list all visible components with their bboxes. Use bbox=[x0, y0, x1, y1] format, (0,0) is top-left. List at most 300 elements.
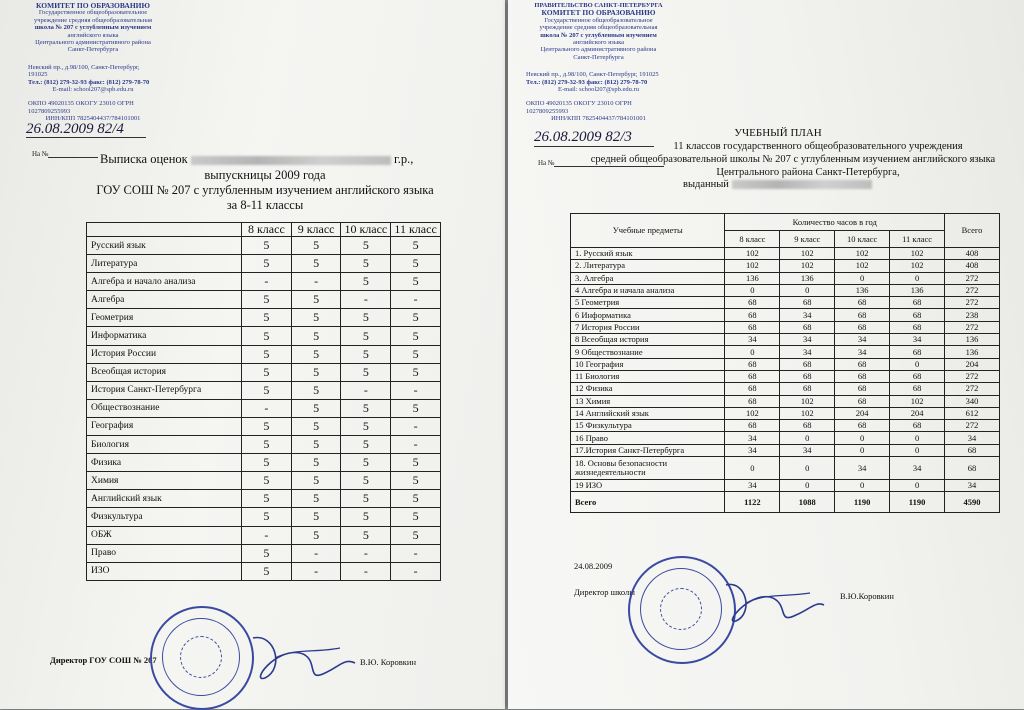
grade-cell: 5 bbox=[291, 237, 341, 255]
plan-subtitle: средней общеобразовательной школы № 207 с углубленным изучением английского языка bbox=[590, 154, 996, 165]
grades-header-row bbox=[87, 223, 441, 237]
hours-cell: 34 bbox=[725, 432, 780, 444]
grade-cell: - bbox=[391, 381, 441, 399]
subjects-header: Учебные предметы bbox=[571, 214, 725, 248]
subject-cell: Химия bbox=[87, 472, 242, 490]
grade-cell: 5 bbox=[341, 472, 391, 490]
subject-cell: 14 Английский язык bbox=[571, 407, 725, 419]
school-header-stamp bbox=[526, 2, 671, 123]
grade-cell: 5 bbox=[291, 399, 341, 417]
subject-cell: Физика bbox=[87, 454, 242, 472]
grade-cell: 5 bbox=[341, 399, 391, 417]
total-cell: 238 bbox=[945, 309, 1000, 321]
doc-title-line3: ГОУ СОШ № 207 с углубленным изучением английского языка bbox=[96, 183, 434, 197]
table-row bbox=[571, 358, 1000, 370]
total-hours-cell: 1190 bbox=[835, 492, 890, 513]
school-codes: ИНН/КПП 7825404437/784101001 bbox=[551, 115, 646, 123]
grade-cell: 5 bbox=[242, 345, 292, 363]
hours-cell: 0 bbox=[725, 457, 780, 480]
grade-cell: 5 bbox=[391, 490, 441, 508]
hours-cell: 102 bbox=[725, 248, 780, 260]
table-row bbox=[87, 237, 441, 255]
grade-cell: 5 bbox=[391, 273, 441, 291]
school-email: E-mail: school207@spb.edu.ru bbox=[558, 86, 639, 94]
hours-cell: 68 bbox=[725, 370, 780, 382]
grade-header: 9 класс bbox=[780, 231, 835, 248]
hours-cell: 68 bbox=[890, 321, 945, 333]
subject-cell: 17.История Санкт-Петербурга bbox=[571, 444, 725, 456]
hours-cell: 204 bbox=[835, 407, 890, 419]
grade-col-header: 11 класс bbox=[391, 223, 441, 237]
table-row bbox=[87, 273, 441, 291]
table-row bbox=[571, 370, 1000, 382]
hours-cell: 68 bbox=[725, 395, 780, 407]
hours-cell: 136 bbox=[890, 284, 945, 296]
table-row bbox=[571, 420, 1000, 432]
hours-cell: 136 bbox=[835, 284, 890, 296]
table-row bbox=[87, 526, 441, 544]
school-line: Государственное общеобразовательное bbox=[544, 16, 653, 24]
hours-cell: 34 bbox=[725, 444, 780, 456]
subject-cell: 19 ИЗО bbox=[571, 480, 725, 492]
hours-cell: 68 bbox=[835, 383, 890, 395]
total-cell: 68 bbox=[945, 444, 1000, 456]
school-seal bbox=[150, 606, 254, 710]
grade-cell: 5 bbox=[391, 237, 441, 255]
school-line: Санкт-Петербурга bbox=[573, 53, 624, 61]
total-cell: 408 bbox=[945, 260, 1000, 272]
hours-cell: 102 bbox=[780, 248, 835, 260]
grade-cell: 5 bbox=[242, 562, 292, 580]
school-address: Невский пр., д.98/100, Санкт-Петербург, 191025 bbox=[28, 63, 140, 79]
total-cell: 136 bbox=[945, 346, 1000, 358]
total-hours-cell: 1088 bbox=[780, 492, 835, 513]
hours-cell: 136 bbox=[780, 272, 835, 284]
hours-cell: 34 bbox=[780, 309, 835, 321]
grade-cell: 5 bbox=[341, 454, 391, 472]
subject-cell: 16 Право bbox=[571, 432, 725, 444]
table-row bbox=[87, 508, 441, 526]
table-row bbox=[87, 490, 441, 508]
table-row bbox=[571, 444, 1000, 456]
doc-title-line4: за 8-11 классы bbox=[226, 198, 304, 212]
grade-cell: 5 bbox=[242, 255, 292, 273]
grade-cell: 5 bbox=[291, 454, 341, 472]
hours-cell: 0 bbox=[890, 480, 945, 492]
redacted-name bbox=[191, 156, 391, 165]
subject-cell: 3. Алгебра bbox=[571, 272, 725, 284]
subject-cell: Информатика bbox=[87, 327, 242, 345]
subject-cell: Геометрия bbox=[87, 309, 242, 327]
total-cell: 272 bbox=[945, 284, 1000, 296]
school-line: английского языка bbox=[67, 31, 119, 39]
hours-cell: 68 bbox=[725, 420, 780, 432]
grade-cell: 5 bbox=[242, 490, 292, 508]
subject-header bbox=[87, 223, 242, 237]
hours-cell: 34 bbox=[725, 480, 780, 492]
subject-cell: Физкультура bbox=[87, 508, 242, 526]
director-name: В.Ю.Коровкин bbox=[840, 591, 894, 601]
grade-cell: - bbox=[391, 291, 441, 309]
title-suffix: г.р., bbox=[393, 152, 414, 166]
total-cell: 272 bbox=[945, 272, 1000, 284]
grade-cell: 5 bbox=[341, 490, 391, 508]
hours-cell: 68 bbox=[835, 297, 890, 309]
subject-cell: 2. Литература bbox=[571, 260, 725, 272]
grade-cell: 5 bbox=[291, 472, 341, 490]
table-row bbox=[87, 417, 441, 435]
hours-cell: 34 bbox=[835, 457, 890, 480]
hours-cell: 0 bbox=[780, 457, 835, 480]
subject-cell: 5 Геометрия bbox=[571, 297, 725, 309]
hours-cell: 34 bbox=[725, 334, 780, 346]
hours-cell: 68 bbox=[780, 297, 835, 309]
subject-cell: Алгебра и начало анализа bbox=[87, 273, 242, 291]
table-row bbox=[87, 399, 441, 417]
hours-cell: 102 bbox=[780, 260, 835, 272]
subject-cell: 9 Обществознание bbox=[571, 346, 725, 358]
total-cell: 272 bbox=[945, 383, 1000, 395]
hours-cell: 136 bbox=[725, 272, 780, 284]
hours-cell: 204 bbox=[890, 407, 945, 419]
subject-cell: 18. Основы безопасности жизнедеятельности bbox=[571, 457, 725, 480]
grade-cell: - bbox=[341, 381, 391, 399]
hours-header: Количество часов в год bbox=[725, 214, 945, 231]
subject-cell: 1. Русский язык bbox=[571, 248, 725, 260]
grades-table bbox=[86, 222, 441, 581]
grade-cell: - bbox=[341, 291, 391, 309]
grade-cell: 5 bbox=[391, 399, 441, 417]
table-row bbox=[87, 544, 441, 562]
total-cell: 408 bbox=[945, 248, 1000, 260]
grade-cell: 5 bbox=[341, 526, 391, 544]
hours-cell: 0 bbox=[725, 284, 780, 296]
grade-cell: 5 bbox=[242, 436, 292, 454]
grade-cell: - bbox=[291, 544, 341, 562]
hours-cell: 68 bbox=[835, 358, 890, 370]
total-label: Всего bbox=[571, 492, 725, 513]
school-line: школа № 207 с углубленным изучением bbox=[540, 31, 657, 39]
subject-cell: История Санкт-Петербурга bbox=[87, 381, 242, 399]
table-row bbox=[571, 248, 1000, 260]
total-row bbox=[571, 492, 1000, 513]
table-row bbox=[87, 255, 441, 273]
grand-total-cell: 4590 bbox=[945, 492, 1000, 513]
subject-cell: Обществознание bbox=[87, 399, 242, 417]
grade-header: 11 класс bbox=[890, 231, 945, 248]
hours-cell: 34 bbox=[780, 444, 835, 456]
school-email: E-mail: school207@spb.edu.ru bbox=[52, 86, 134, 94]
hours-cell: 34 bbox=[780, 346, 835, 358]
table-row bbox=[571, 383, 1000, 395]
na-line bbox=[48, 157, 98, 158]
grade-cell: 5 bbox=[291, 381, 341, 399]
hours-cell: 68 bbox=[725, 309, 780, 321]
curriculum-table bbox=[570, 213, 1000, 513]
school-codes: ИНН/КПП 7825404437/784101001 bbox=[45, 115, 141, 123]
committee-name: КОМИТЕТ ПО ОБРАЗОВАНИЮ bbox=[541, 8, 656, 18]
table-row bbox=[87, 363, 441, 381]
table-row bbox=[87, 472, 441, 490]
grade-cell: 5 bbox=[242, 417, 292, 435]
hours-cell: 0 bbox=[835, 444, 890, 456]
table-row bbox=[87, 454, 441, 472]
grade-col-header: 8 класс bbox=[242, 223, 292, 237]
total-cell: 68 bbox=[945, 457, 1000, 480]
grade-cell: 5 bbox=[291, 490, 341, 508]
school-phone: Тел.: (812) 279-32-93 факс: (812) 279-78-70 bbox=[526, 78, 648, 86]
subject-cell: Право bbox=[87, 544, 242, 562]
hours-cell: 34 bbox=[890, 334, 945, 346]
hours-cell: 0 bbox=[725, 346, 780, 358]
grade-cell: 5 bbox=[291, 327, 341, 345]
school-line: Центрального административного района bbox=[35, 39, 151, 47]
hours-cell: 102 bbox=[780, 407, 835, 419]
hours-cell: 68 bbox=[890, 346, 945, 358]
hours-cell: 102 bbox=[835, 248, 890, 260]
hours-cell: 68 bbox=[780, 420, 835, 432]
table-row bbox=[571, 480, 1000, 492]
grade-cell: 5 bbox=[242, 309, 292, 327]
total-cell: 272 bbox=[945, 370, 1000, 382]
school-codes: ОКПО 49020135 ОКОГУ 23010 ОГРН 1027809255993 bbox=[526, 100, 632, 115]
school-codes: ОКПО 49020135 ОКОГУ 23010 ОГРН 1027809255993 bbox=[28, 100, 134, 115]
grade-cell: 5 bbox=[391, 454, 441, 472]
grade-cell: - bbox=[242, 526, 292, 544]
subject-cell: 11 Биология bbox=[571, 370, 725, 382]
table-row bbox=[571, 432, 1000, 444]
hours-cell: 0 bbox=[890, 432, 945, 444]
table-row bbox=[571, 272, 1000, 284]
hours-cell: 68 bbox=[835, 370, 890, 382]
hours-cell: 68 bbox=[780, 383, 835, 395]
table-row bbox=[571, 297, 1000, 309]
grade-cell: - bbox=[391, 436, 441, 454]
hours-cell: 0 bbox=[780, 480, 835, 492]
subject-cell: 7 История России bbox=[571, 321, 725, 333]
grade-cell: - bbox=[242, 273, 292, 291]
grade-cell: 5 bbox=[291, 417, 341, 435]
hours-cell: 68 bbox=[890, 297, 945, 309]
school-header-stamp bbox=[28, 2, 158, 123]
total-cell: 612 bbox=[945, 407, 1000, 419]
subject-cell: Биология bbox=[87, 436, 242, 454]
total-cell: 34 bbox=[945, 432, 1000, 444]
hours-cell: 68 bbox=[780, 358, 835, 370]
grade-cell: 5 bbox=[391, 309, 441, 327]
hours-cell: 68 bbox=[780, 370, 835, 382]
table-row bbox=[571, 407, 1000, 419]
grade-cell: 5 bbox=[242, 363, 292, 381]
school-line: школа № 207 с углубленным изучением bbox=[34, 24, 152, 32]
total-cell: 136 bbox=[945, 334, 1000, 346]
school-phone: Тел.: (812) 279-32-93 факс: (812) 279-78-70 bbox=[28, 78, 150, 86]
hours-cell: 68 bbox=[890, 420, 945, 432]
grade-cell: 5 bbox=[291, 436, 341, 454]
hours-cell: 0 bbox=[835, 480, 890, 492]
table-row bbox=[87, 291, 441, 309]
table-row bbox=[571, 457, 1000, 480]
plan-date: 24.08.2009 bbox=[574, 561, 613, 571]
hours-cell: 34 bbox=[890, 457, 945, 480]
hours-cell: 68 bbox=[890, 370, 945, 382]
grade-cell: 5 bbox=[291, 309, 341, 327]
grade-cell: - bbox=[291, 562, 341, 580]
subject-cell: 10 География bbox=[571, 358, 725, 370]
director-label: Директор школы bbox=[574, 587, 635, 597]
table-row bbox=[571, 321, 1000, 333]
hours-cell: 68 bbox=[835, 309, 890, 321]
grade-cell: 5 bbox=[242, 454, 292, 472]
hours-cell: 68 bbox=[725, 358, 780, 370]
hours-cell: 102 bbox=[835, 260, 890, 272]
total-cell: 204 bbox=[945, 358, 1000, 370]
table-row bbox=[87, 327, 441, 345]
grade-cell: 5 bbox=[391, 327, 441, 345]
grade-cell: 5 bbox=[242, 327, 292, 345]
subject-cell: ОБЖ bbox=[87, 526, 242, 544]
grade-cell: 5 bbox=[341, 508, 391, 526]
grade-col-header: 10 класс bbox=[341, 223, 391, 237]
plan-subtitle: 11 классов государственного общеобразовательного учреждения bbox=[673, 141, 963, 152]
grade-cell: 5 bbox=[291, 363, 341, 381]
registration-number: 26.08.2009 82/3 bbox=[534, 129, 632, 145]
grade-header: 8 класс bbox=[725, 231, 780, 248]
hours-cell: 68 bbox=[835, 321, 890, 333]
total-hours-cell: 1122 bbox=[725, 492, 780, 513]
subject-cell: 12 Физика bbox=[571, 383, 725, 395]
grade-cell: - bbox=[391, 417, 441, 435]
grade-cell: 5 bbox=[242, 472, 292, 490]
grade-cell: 5 bbox=[242, 508, 292, 526]
hours-cell: 0 bbox=[835, 432, 890, 444]
grade-cell: 5 bbox=[341, 327, 391, 345]
table-row bbox=[571, 395, 1000, 407]
school-line: английского языка bbox=[572, 39, 625, 47]
grade-cell: - bbox=[341, 562, 391, 580]
hours-cell: 102 bbox=[725, 407, 780, 419]
grade-cell: 5 bbox=[391, 255, 441, 273]
school-line: Санкт-Петербурга bbox=[67, 46, 119, 54]
grade-cell: 5 bbox=[291, 345, 341, 363]
grade-cell: 5 bbox=[242, 381, 292, 399]
hours-cell: 68 bbox=[835, 420, 890, 432]
subject-cell: Литература bbox=[87, 255, 242, 273]
grade-cell: 5 bbox=[242, 237, 292, 255]
grade-cell: 5 bbox=[391, 508, 441, 526]
school-address: Невский пр., д.98/100, Санкт-Петербург, 191025 bbox=[526, 71, 659, 79]
table-row bbox=[87, 562, 441, 580]
school-line: Центрального административного района bbox=[540, 46, 657, 54]
hours-cell: 102 bbox=[890, 260, 945, 272]
hours-cell: 68 bbox=[780, 321, 835, 333]
curriculum-sheet bbox=[508, 0, 1024, 709]
grades-extract-sheet bbox=[0, 0, 505, 709]
hours-cell: 0 bbox=[890, 272, 945, 284]
table-row bbox=[571, 309, 1000, 321]
subject-cell: Всеобщая история bbox=[87, 363, 242, 381]
hours-cell: 68 bbox=[725, 321, 780, 333]
director-name: В.Ю. Коровкин bbox=[360, 657, 417, 667]
grade-cell: - bbox=[391, 562, 441, 580]
grade-header: 10 класс bbox=[835, 231, 890, 248]
subject-cell: Алгебра bbox=[87, 291, 242, 309]
grade-cell: 5 bbox=[291, 508, 341, 526]
grade-cell: 5 bbox=[291, 526, 341, 544]
hours-cell: 0 bbox=[835, 272, 890, 284]
hours-cell: 0 bbox=[780, 432, 835, 444]
total-hours-cell: 1190 bbox=[890, 492, 945, 513]
table-row bbox=[87, 381, 441, 399]
hours-cell: 34 bbox=[835, 334, 890, 346]
hours-cell: 0 bbox=[780, 284, 835, 296]
hours-cell: 0 bbox=[890, 444, 945, 456]
hours-cell: 102 bbox=[725, 260, 780, 272]
grade-cell: 5 bbox=[391, 345, 441, 363]
plan-title: УЧЕБНЫЙ ПЛАН bbox=[734, 127, 822, 139]
table-row bbox=[571, 260, 1000, 272]
total-header: Всего bbox=[945, 214, 1000, 248]
reg-line bbox=[26, 137, 146, 138]
table-row bbox=[571, 334, 1000, 346]
grade-col-header: 9 класс bbox=[291, 223, 341, 237]
subject-cell: 6 Информатика bbox=[571, 309, 725, 321]
total-cell: 272 bbox=[945, 297, 1000, 309]
total-cell: 340 bbox=[945, 395, 1000, 407]
subject-cell: ИЗО bbox=[87, 562, 242, 580]
grade-cell: 5 bbox=[242, 544, 292, 562]
grade-cell: 5 bbox=[391, 363, 441, 381]
grade-cell: 5 bbox=[391, 472, 441, 490]
school-line: учреждение средняя общеобразовательная bbox=[539, 24, 658, 32]
director-signature bbox=[718, 575, 828, 630]
total-cell: 272 bbox=[945, 321, 1000, 333]
grade-cell: 5 bbox=[341, 363, 391, 381]
grade-cell: 5 bbox=[341, 436, 391, 454]
grade-cell: - bbox=[291, 273, 341, 291]
subject-cell: 4 Алгебра и начала анализа bbox=[571, 284, 725, 296]
plan-subtitle: Центрального района Санкт-Петербурга, bbox=[716, 167, 900, 178]
grade-cell: 5 bbox=[341, 237, 391, 255]
school-line: учреждение средняя общеобразовательная bbox=[33, 16, 153, 24]
school-line: Государственное общеобразовательное bbox=[38, 9, 148, 17]
total-cell: 34 bbox=[945, 480, 1000, 492]
director-signature bbox=[245, 628, 360, 690]
subject-cell: 13 Химия bbox=[571, 395, 725, 407]
hours-cell: 0 bbox=[890, 358, 945, 370]
hours-cell: 68 bbox=[725, 383, 780, 395]
government-name: ПРАВИТЕЛЬСТВО САНКТ-ПЕТЕРБУРГА bbox=[534, 2, 663, 9]
hours-cell: 68 bbox=[890, 309, 945, 321]
seal-emblem bbox=[180, 636, 222, 678]
grade-cell: 5 bbox=[341, 417, 391, 435]
doc-title-line2: выпускницы 2009 года bbox=[204, 168, 326, 182]
hours-cell: 68 bbox=[835, 395, 890, 407]
na-line bbox=[554, 166, 664, 167]
hours-cell: 102 bbox=[890, 248, 945, 260]
grade-cell: 5 bbox=[341, 273, 391, 291]
table-row bbox=[571, 284, 1000, 296]
grade-cell: - bbox=[242, 399, 292, 417]
issued-label: выданный bbox=[683, 179, 729, 190]
total-cell: 272 bbox=[945, 420, 1000, 432]
subject-cell: Английский язык bbox=[87, 490, 242, 508]
hours-cell: 102 bbox=[780, 395, 835, 407]
grade-cell: - bbox=[341, 544, 391, 562]
seal-emblem bbox=[660, 588, 702, 630]
registration-number: 26.08.2009 82/4 bbox=[26, 121, 124, 137]
grade-cell: - bbox=[391, 544, 441, 562]
